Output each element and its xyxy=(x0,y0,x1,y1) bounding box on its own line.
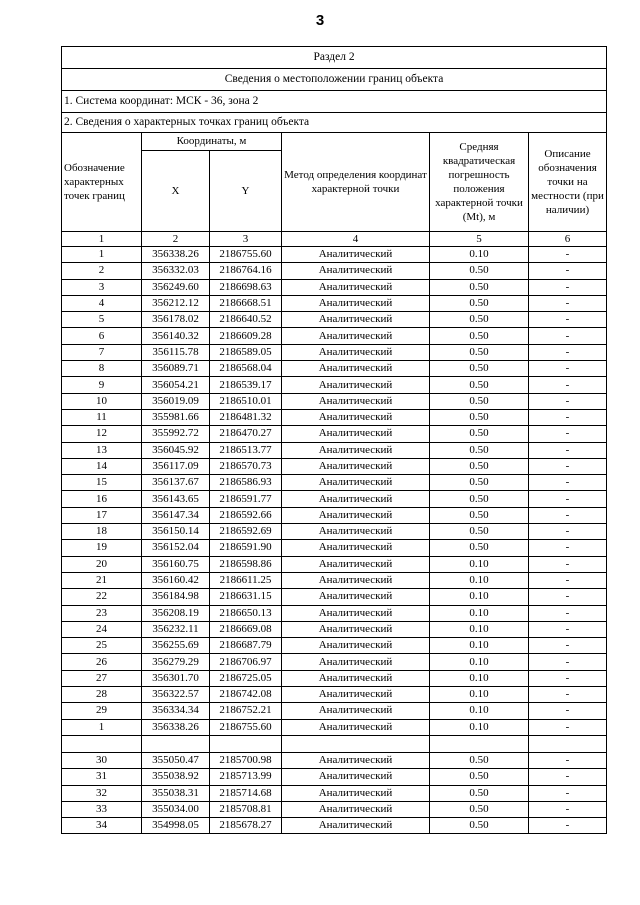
point-number-cell: 26 xyxy=(62,654,142,670)
header-description: Описание обозначения точки на местности (при наличии) xyxy=(529,133,607,232)
empty-cell xyxy=(210,735,282,752)
error-cell: 0.50 xyxy=(430,279,529,295)
table-row xyxy=(62,605,607,621)
method-cell: Аналитический xyxy=(282,752,430,768)
y-coordinate-cell: 2186591.90 xyxy=(210,540,282,556)
table-row xyxy=(62,654,607,670)
description-cell: - xyxy=(529,540,607,556)
x-coordinate-cell: 355034.00 xyxy=(142,801,210,817)
subtitle-row xyxy=(62,69,607,91)
table-row xyxy=(62,719,607,735)
point-number-cell: 13 xyxy=(62,442,142,458)
table-row xyxy=(62,818,607,834)
x-coordinate-cell: 356019.09 xyxy=(142,393,210,409)
x-coordinate-cell: 356334.34 xyxy=(142,703,210,719)
table-row xyxy=(62,247,607,263)
error-cell: 0.50 xyxy=(430,507,529,523)
method-cell: Аналитический xyxy=(282,263,430,279)
column-number: 1 xyxy=(62,232,142,247)
y-coordinate-cell: 2186706.97 xyxy=(210,654,282,670)
table-row xyxy=(62,572,607,588)
method-cell: Аналитический xyxy=(282,621,430,637)
error-cell: 0.10 xyxy=(430,605,529,621)
error-cell: 0.50 xyxy=(430,263,529,279)
y-coordinate-cell: 2185713.99 xyxy=(210,769,282,785)
description-cell: - xyxy=(529,769,607,785)
y-coordinate-cell: 2186725.05 xyxy=(210,670,282,686)
column-numbers-row xyxy=(62,232,607,247)
x-coordinate-cell: 356212.12 xyxy=(142,295,210,311)
x-coordinate-cell: 356178.02 xyxy=(142,312,210,328)
table-row xyxy=(62,589,607,605)
method-cell: Аналитический xyxy=(282,377,430,393)
y-coordinate-cell: 2186598.86 xyxy=(210,556,282,572)
description-cell: - xyxy=(529,785,607,801)
x-coordinate-cell: 356208.19 xyxy=(142,605,210,621)
column-number: 5 xyxy=(430,232,529,247)
error-cell: 0.10 xyxy=(430,572,529,588)
table-row xyxy=(62,703,607,719)
description-cell: - xyxy=(529,393,607,409)
error-cell: 0.10 xyxy=(430,247,529,263)
x-coordinate-cell: 356338.26 xyxy=(142,719,210,735)
table-row xyxy=(62,687,607,703)
table-row xyxy=(62,475,607,491)
x-coordinate-cell: 356140.32 xyxy=(142,328,210,344)
table-row xyxy=(62,670,607,686)
description-cell: - xyxy=(529,719,607,735)
method-cell: Аналитический xyxy=(282,393,430,409)
table-row xyxy=(62,752,607,768)
point-number-cell: 18 xyxy=(62,524,142,540)
x-coordinate-cell: 356150.14 xyxy=(142,524,210,540)
point-number-cell: 22 xyxy=(62,589,142,605)
point-number-cell: 19 xyxy=(62,540,142,556)
method-cell: Аналитический xyxy=(282,279,430,295)
table-row xyxy=(62,507,607,523)
method-cell: Аналитический xyxy=(282,524,430,540)
x-coordinate-cell: 356160.42 xyxy=(142,572,210,588)
boundary-points-table xyxy=(61,46,607,834)
description-cell: - xyxy=(529,475,607,491)
point-number-cell: 11 xyxy=(62,409,142,425)
x-coordinate-cell: 356301.70 xyxy=(142,670,210,686)
header-point: Обозначение характерных точек границ xyxy=(62,133,142,232)
error-cell: 0.50 xyxy=(430,426,529,442)
error-cell: 0.50 xyxy=(430,312,529,328)
x-coordinate-cell: 355981.66 xyxy=(142,409,210,425)
x-coordinate-cell: 356137.67 xyxy=(142,475,210,491)
column-number: 4 xyxy=(282,232,430,247)
point-number-cell: 14 xyxy=(62,458,142,474)
point-number-cell: 23 xyxy=(62,605,142,621)
y-coordinate-cell: 2186640.52 xyxy=(210,312,282,328)
y-coordinate-cell: 2186755.60 xyxy=(210,247,282,263)
method-cell: Аналитический xyxy=(282,703,430,719)
error-cell: 0.50 xyxy=(430,475,529,491)
description-cell: - xyxy=(529,247,607,263)
error-cell: 0.50 xyxy=(430,491,529,507)
point-number-cell: 4 xyxy=(62,295,142,311)
point-number-cell: 15 xyxy=(62,475,142,491)
y-coordinate-cell: 2186470.27 xyxy=(210,426,282,442)
point-number-cell: 21 xyxy=(62,572,142,588)
description-cell: - xyxy=(529,687,607,703)
x-coordinate-cell: 356332.03 xyxy=(142,263,210,279)
point-number-cell: 32 xyxy=(62,785,142,801)
point-number-cell: 16 xyxy=(62,491,142,507)
description-cell: - xyxy=(529,312,607,328)
y-coordinate-cell: 2186586.93 xyxy=(210,475,282,491)
description-cell: - xyxy=(529,621,607,637)
table-row xyxy=(62,524,607,540)
table-row xyxy=(62,426,607,442)
description-cell: - xyxy=(529,328,607,344)
error-cell: 0.10 xyxy=(430,670,529,686)
group-separator-row xyxy=(62,735,607,752)
description-cell: - xyxy=(529,279,607,295)
method-cell: Аналитический xyxy=(282,818,430,834)
table-row xyxy=(62,556,607,572)
method-cell: Аналитический xyxy=(282,589,430,605)
point-number-cell: 29 xyxy=(62,703,142,719)
error-cell: 0.50 xyxy=(430,524,529,540)
section-row xyxy=(62,47,607,69)
x-coordinate-cell: 355038.92 xyxy=(142,769,210,785)
method-cell: Аналитический xyxy=(282,426,430,442)
method-cell: Аналитический xyxy=(282,247,430,263)
coord-system-text: 1. Система координат: МСК - 36, зона 2 xyxy=(62,91,607,113)
empty-cell xyxy=(62,735,142,752)
error-cell: 0.50 xyxy=(430,785,529,801)
table-row xyxy=(62,442,607,458)
method-cell: Аналитический xyxy=(282,687,430,703)
points-title-text: 2. Сведения о характерных точках границ объекта xyxy=(62,113,607,133)
error-cell: 0.50 xyxy=(430,393,529,409)
y-coordinate-cell: 2186513.77 xyxy=(210,442,282,458)
table-row xyxy=(62,491,607,507)
coord-system-row xyxy=(62,91,607,113)
x-coordinate-cell: 356279.29 xyxy=(142,654,210,670)
x-coordinate-cell: 356054.21 xyxy=(142,377,210,393)
y-coordinate-cell: 2185700.98 xyxy=(210,752,282,768)
error-cell: 0.50 xyxy=(430,344,529,360)
table-row xyxy=(62,540,607,556)
x-coordinate-cell: 356152.04 xyxy=(142,540,210,556)
description-cell: - xyxy=(529,442,607,458)
method-cell: Аналитический xyxy=(282,409,430,425)
y-coordinate-cell: 2186609.28 xyxy=(210,328,282,344)
y-coordinate-cell: 2186668.51 xyxy=(210,295,282,311)
description-cell: - xyxy=(529,670,607,686)
table-row xyxy=(62,361,607,377)
table-row xyxy=(62,621,607,637)
table-row xyxy=(62,785,607,801)
method-cell: Аналитический xyxy=(282,785,430,801)
description-cell: - xyxy=(529,638,607,654)
description-cell: - xyxy=(529,752,607,768)
method-cell: Аналитический xyxy=(282,556,430,572)
table-row xyxy=(62,328,607,344)
error-cell: 0.50 xyxy=(430,377,529,393)
header-row-1 xyxy=(62,133,607,151)
method-cell: Аналитический xyxy=(282,491,430,507)
point-number-cell: 9 xyxy=(62,377,142,393)
x-coordinate-cell: 355992.72 xyxy=(142,426,210,442)
description-cell: - xyxy=(529,344,607,360)
error-cell: 0.50 xyxy=(430,442,529,458)
point-number-cell: 6 xyxy=(62,328,142,344)
method-cell: Аналитический xyxy=(282,312,430,328)
method-cell: Аналитический xyxy=(282,801,430,817)
y-coordinate-cell: 2186687.79 xyxy=(210,638,282,654)
point-number-cell: 5 xyxy=(62,312,142,328)
empty-cell xyxy=(142,735,210,752)
point-number-cell: 17 xyxy=(62,507,142,523)
error-cell: 0.10 xyxy=(430,719,529,735)
y-coordinate-cell: 2186568.04 xyxy=(210,361,282,377)
error-cell: 0.50 xyxy=(430,295,529,311)
error-cell: 0.10 xyxy=(430,703,529,719)
x-coordinate-cell: 356338.26 xyxy=(142,247,210,263)
error-cell: 0.10 xyxy=(430,589,529,605)
header-error: Средняя квадратическая погрешность положения характерной точки (Mt), м xyxy=(430,133,529,232)
table-row xyxy=(62,409,607,425)
point-number-cell: 34 xyxy=(62,818,142,834)
description-cell: - xyxy=(529,654,607,670)
error-cell: 0.50 xyxy=(430,801,529,817)
x-coordinate-cell: 356143.65 xyxy=(142,491,210,507)
method-cell: Аналитический xyxy=(282,605,430,621)
point-number-cell: 12 xyxy=(62,426,142,442)
description-cell: - xyxy=(529,409,607,425)
table-row xyxy=(62,458,607,474)
section-title: Раздел 2 xyxy=(62,47,607,69)
point-number-cell: 1 xyxy=(62,719,142,735)
error-cell: 0.50 xyxy=(430,752,529,768)
table-row xyxy=(62,344,607,360)
y-coordinate-cell: 2186650.13 xyxy=(210,605,282,621)
x-coordinate-cell: 355038.31 xyxy=(142,785,210,801)
error-cell: 0.10 xyxy=(430,621,529,637)
x-coordinate-cell: 354998.05 xyxy=(142,818,210,834)
header-y: Y xyxy=(210,151,282,232)
y-coordinate-cell: 2185708.81 xyxy=(210,801,282,817)
description-cell: - xyxy=(529,605,607,621)
y-coordinate-cell: 2185678.27 xyxy=(210,818,282,834)
description-cell: - xyxy=(529,263,607,279)
y-coordinate-cell: 2186742.08 xyxy=(210,687,282,703)
table-row xyxy=(62,263,607,279)
method-cell: Аналитический xyxy=(282,442,430,458)
y-coordinate-cell: 2186592.66 xyxy=(210,507,282,523)
table-row xyxy=(62,638,607,654)
point-number-cell: 24 xyxy=(62,621,142,637)
description-cell: - xyxy=(529,361,607,377)
table-row xyxy=(62,377,607,393)
error-cell: 0.10 xyxy=(430,556,529,572)
description-cell: - xyxy=(529,507,607,523)
point-number-cell: 8 xyxy=(62,361,142,377)
table-row xyxy=(62,295,607,311)
header-x: X xyxy=(142,151,210,232)
y-coordinate-cell: 2186611.25 xyxy=(210,572,282,588)
method-cell: Аналитический xyxy=(282,670,430,686)
empty-cell xyxy=(282,735,430,752)
description-cell: - xyxy=(529,589,607,605)
table-row xyxy=(62,279,607,295)
method-cell: Аналитический xyxy=(282,458,430,474)
point-number-cell: 7 xyxy=(62,344,142,360)
point-number-cell: 28 xyxy=(62,687,142,703)
x-coordinate-cell: 356249.60 xyxy=(142,279,210,295)
error-cell: 0.50 xyxy=(430,818,529,834)
y-coordinate-cell: 2186589.05 xyxy=(210,344,282,360)
x-coordinate-cell: 356322.57 xyxy=(142,687,210,703)
point-number-cell: 33 xyxy=(62,801,142,817)
point-number-cell: 10 xyxy=(62,393,142,409)
point-number-cell: 30 xyxy=(62,752,142,768)
header-method: Метод определения координат характерной точки xyxy=(282,133,430,232)
page-number: 3 xyxy=(315,12,325,29)
empty-cell xyxy=(529,735,607,752)
table-row xyxy=(62,312,607,328)
method-cell: Аналитический xyxy=(282,654,430,670)
y-coordinate-cell: 2186592.69 xyxy=(210,524,282,540)
description-cell: - xyxy=(529,295,607,311)
point-number-cell: 20 xyxy=(62,556,142,572)
method-cell: Аналитический xyxy=(282,361,430,377)
point-number-cell: 2 xyxy=(62,263,142,279)
description-cell: - xyxy=(529,377,607,393)
x-coordinate-cell: 356117.09 xyxy=(142,458,210,474)
y-coordinate-cell: 2185714.68 xyxy=(210,785,282,801)
point-number-cell: 25 xyxy=(62,638,142,654)
description-cell: - xyxy=(529,801,607,817)
point-number-cell: 1 xyxy=(62,247,142,263)
error-cell: 0.50 xyxy=(430,540,529,556)
y-coordinate-cell: 2186752.21 xyxy=(210,703,282,719)
description-cell: - xyxy=(529,426,607,442)
column-number: 6 xyxy=(529,232,607,247)
points-title-row xyxy=(62,113,607,133)
y-coordinate-cell: 2186698.63 xyxy=(210,279,282,295)
x-coordinate-cell: 356160.75 xyxy=(142,556,210,572)
description-cell: - xyxy=(529,458,607,474)
error-cell: 0.10 xyxy=(430,654,529,670)
error-cell: 0.50 xyxy=(430,409,529,425)
table-row xyxy=(62,801,607,817)
point-number-cell: 31 xyxy=(62,769,142,785)
table-row xyxy=(62,393,607,409)
method-cell: Аналитический xyxy=(282,540,430,556)
x-coordinate-cell: 356255.69 xyxy=(142,638,210,654)
description-cell: - xyxy=(529,524,607,540)
error-cell: 0.50 xyxy=(430,361,529,377)
method-cell: Аналитический xyxy=(282,295,430,311)
y-coordinate-cell: 2186591.77 xyxy=(210,491,282,507)
method-cell: Аналитический xyxy=(282,719,430,735)
method-cell: Аналитический xyxy=(282,344,430,360)
section-subtitle: Сведения о местоположении границ объекта xyxy=(62,69,607,91)
y-coordinate-cell: 2186755.60 xyxy=(210,719,282,735)
x-coordinate-cell: 356232.11 xyxy=(142,621,210,637)
method-cell: Аналитический xyxy=(282,507,430,523)
error-cell: 0.50 xyxy=(430,458,529,474)
error-cell: 0.10 xyxy=(430,638,529,654)
error-cell: 0.50 xyxy=(430,769,529,785)
header-coords: Координаты, м xyxy=(142,133,282,151)
point-number-cell: 3 xyxy=(62,279,142,295)
method-cell: Аналитический xyxy=(282,475,430,491)
x-coordinate-cell: 356045.92 xyxy=(142,442,210,458)
y-coordinate-cell: 2186539.17 xyxy=(210,377,282,393)
point-number-cell: 27 xyxy=(62,670,142,686)
y-coordinate-cell: 2186764.16 xyxy=(210,263,282,279)
x-coordinate-cell: 356147.34 xyxy=(142,507,210,523)
description-cell: - xyxy=(529,572,607,588)
description-cell: - xyxy=(529,703,607,719)
table-row xyxy=(62,769,607,785)
x-coordinate-cell: 356089.71 xyxy=(142,361,210,377)
method-cell: Аналитический xyxy=(282,769,430,785)
description-cell: - xyxy=(529,818,607,834)
y-coordinate-cell: 2186631.15 xyxy=(210,589,282,605)
column-number: 2 xyxy=(142,232,210,247)
description-cell: - xyxy=(529,556,607,572)
method-cell: Аналитический xyxy=(282,328,430,344)
error-cell: 0.50 xyxy=(430,328,529,344)
method-cell: Аналитический xyxy=(282,638,430,654)
y-coordinate-cell: 2186570.73 xyxy=(210,458,282,474)
empty-cell xyxy=(430,735,529,752)
method-cell: Аналитический xyxy=(282,572,430,588)
y-coordinate-cell: 2186481.32 xyxy=(210,409,282,425)
error-cell: 0.10 xyxy=(430,687,529,703)
x-coordinate-cell: 355050.47 xyxy=(142,752,210,768)
column-number: 3 xyxy=(210,232,282,247)
y-coordinate-cell: 2186510.01 xyxy=(210,393,282,409)
y-coordinate-cell: 2186669.08 xyxy=(210,621,282,637)
x-coordinate-cell: 356184.98 xyxy=(142,589,210,605)
x-coordinate-cell: 356115.78 xyxy=(142,344,210,360)
description-cell: - xyxy=(529,491,607,507)
